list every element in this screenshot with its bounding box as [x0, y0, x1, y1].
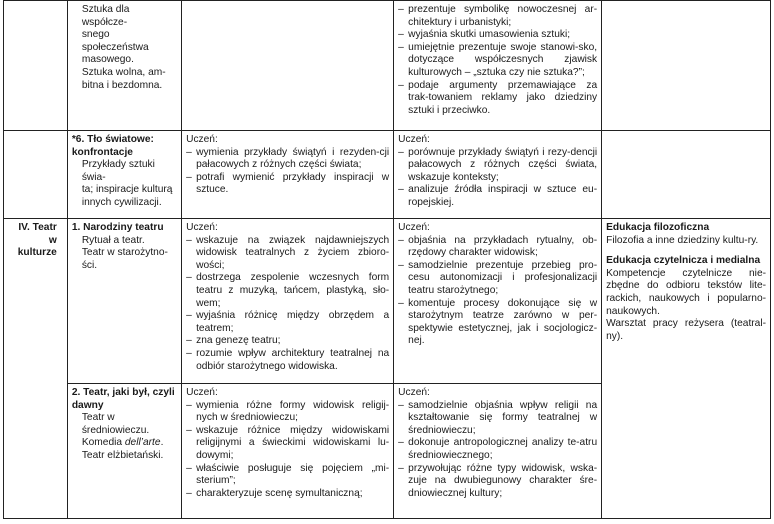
list-item: – właściwie posługuje się pojęciem „mi-sterium”; — [186, 463, 389, 488]
section-title: IV. Teatr w kulturze — [17, 222, 57, 259]
education-text: Warsztat pracy reżysera (teatral-ny). — [606, 318, 766, 342]
student-header: Uczeń: — [186, 134, 218, 145]
basic-requirements-cell — [182, 384, 394, 519]
topic-line: bitna i bezdomna. — [81, 79, 163, 91]
topic-line: Teatr w starożytno- — [81, 247, 168, 259]
list-item: – zna genezę teatru; — [186, 335, 389, 348]
list-item: – umiejętnie prezentuje swoje stanowi-sko, dotyczące współczesnych zjawisk kulturowych – „sztuka czy nie sztuka?”; — [398, 42, 597, 80]
topic-line: innych cywilizacji. — [81, 196, 162, 208]
list-item: – samodzielnie objaśnia wpływ religii na kształtowanie się formy teatralnej w średniowieczu; — [398, 400, 597, 438]
topic-cell — [67, 219, 181, 384]
section-cell — [4, 219, 68, 519]
topic-line: Teatr elżbietański. — [81, 449, 164, 461]
topic-line: Sztuka dla współcze- — [81, 4, 130, 28]
student-header: Uczeń: — [398, 222, 430, 233]
section-cell — [4, 1, 68, 131]
topic-line: masowego. — [81, 54, 134, 66]
list-item: – wskazuje różnice między widowiskami religijnymi a świeckimi widowiskami lu-dowymi; — [186, 425, 389, 463]
student-header: Uczeń: — [186, 387, 218, 398]
topic-title: 2. Teatr, jaki był, czyli dawny — [71, 387, 175, 411]
section-cell — [4, 131, 68, 219]
topic-line: snego społeczeństwa — [81, 29, 149, 53]
education-cell — [602, 131, 771, 219]
table-row — [4, 131, 771, 219]
list-item: – porównuje przykłady świątyń i rezy-dencji pałacowych z różnych części świata, wskazuje konteksty; — [398, 147, 597, 185]
list-item: – komentuje procesy dokonujące się w starożytnym teatrze zarówno w per-spektywie estetycznej, jak i socjologicz-nej. — [398, 298, 597, 348]
extended-requirements-cell — [394, 384, 602, 519]
list-item: – podaje argumenty przemawiające za trak-towaniem reklamy jako dziedziny sztuki i przeciwko. — [398, 80, 597, 118]
list-item: – dostrzega zespolenie wczesnych form teatru z muzyką, tańcem, plastyką, sło-wem; — [186, 272, 389, 310]
student-header: Uczeń: — [398, 387, 430, 398]
list-item: – potrafi wymienić przykłady inspiracji w sztuce. — [186, 172, 389, 197]
basic-requirements-cell — [182, 1, 394, 131]
topic-line: Sztuka wolna, am- — [81, 66, 166, 78]
topic-line: Przykłady sztuki świa- — [81, 159, 155, 183]
extended-requirements-cell — [394, 1, 602, 131]
list-item: – wyjaśnia różnicę między obrzędem a teatrem; — [186, 310, 389, 335]
education-cell — [602, 1, 771, 131]
list-item: – rozumie wpływ architektury teatralnej na odbiór starożytnego widowiska. — [186, 348, 389, 373]
student-header: Uczeń: — [186, 222, 218, 233]
topic-line: ta; inspiracje kulturą — [81, 184, 173, 196]
basic-requirements-cell — [182, 131, 394, 219]
list-item: – wymienia różne formy widowisk religij-nych w średniowieczu; — [186, 400, 389, 425]
list-item: – przywołując różne typy widowisk, wska-zuje na dwubiegunowy charakter śre-dniowiecznej kultury; — [398, 463, 597, 501]
topic-line: Teatr w średniowieczu. — [81, 412, 150, 436]
education-text: Kompetencje czytelnicze nie-zbędne do odbioru tekstów lite-rackich, naukowych i popularno-naukowych. — [606, 267, 766, 317]
list-item: – charakteryzuje scenę symultaniczną; — [186, 488, 389, 501]
list-item: – analizuje źródła inspiracji w sztuce eu-ropejskiej. — [398, 184, 597, 209]
curriculum-table — [3, 0, 771, 519]
list-item: – dokonuje antropologicznej analizy te-atru średniowiecznego; — [398, 437, 597, 462]
list-item: – wskazuje na związek najdawniejszych widowisk teatralnych z życiem zbioro-wości; — [186, 235, 389, 273]
list-item: – wymienia przykłady świątyń i rezyden-cji pałacowych z różnych części świata; — [186, 147, 389, 172]
topic-line: Komedia dell’arte. — [81, 437, 164, 449]
topic-cell — [67, 131, 181, 219]
list-item: – objaśnia na przykładach rytualny, ob-rzędowy charakter widowisk; — [398, 235, 597, 260]
extended-requirements-cell — [394, 219, 602, 384]
topic-cell — [67, 1, 181, 131]
list-item: – wyjaśnia skutki umasowienia sztuki; — [398, 29, 597, 42]
topic-line: Rytuał a teatr. — [81, 234, 145, 246]
basic-requirements-cell — [182, 219, 394, 384]
table-row — [4, 219, 771, 384]
topic-title: *6. Tło światowe: konfrontacje — [71, 134, 154, 158]
list-item: – prezentuje symbolikę nowoczesnej ar-chitektury i urbanistyki; — [398, 4, 597, 29]
education-text: Filozofia a inne dziedziny kultu-ry. — [606, 234, 759, 246]
education-cell — [602, 219, 771, 519]
topic-line: ści. — [81, 259, 98, 271]
table-row — [4, 1, 771, 131]
extended-requirements-cell — [394, 131, 602, 219]
topic-cell — [67, 384, 181, 519]
student-header: Uczeń: — [398, 134, 430, 145]
list-item: – samodzielnie prezentuje przebieg pro-cesu autonomizacji i profesjonalizacji teatru starożytnego; — [398, 260, 597, 298]
education-heading: Edukacja filozoficzna — [606, 222, 710, 233]
education-heading: Edukacja czytelnicza i medialna — [606, 255, 761, 267]
topic-title: 1. Narodziny teatru — [71, 222, 164, 233]
